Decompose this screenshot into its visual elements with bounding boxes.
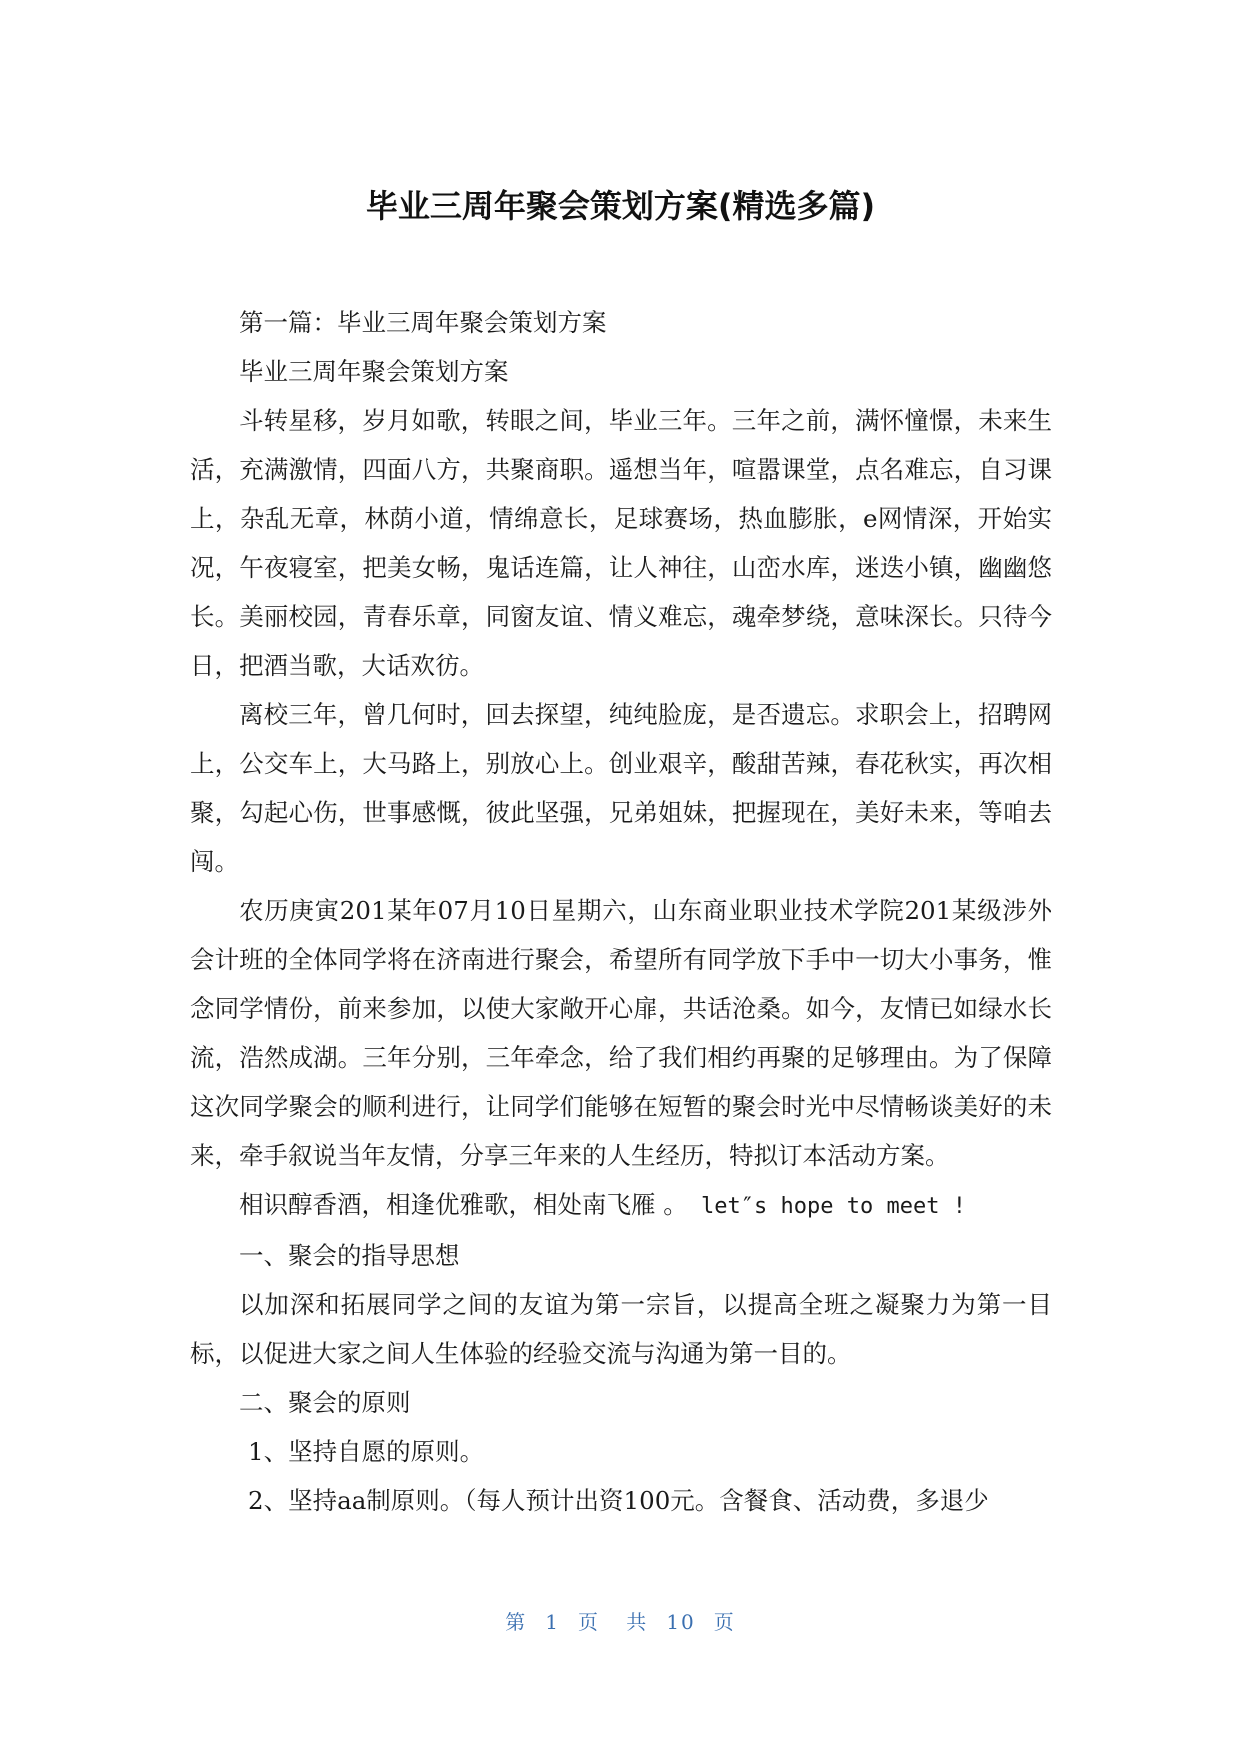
- motto-chinese: 相识醇香酒，相逢优雅歌，相处南飞雁 。: [239, 1190, 688, 1219]
- paragraph-chapter-heading: 第一篇：毕业三周年聚会策划方案: [239, 308, 607, 337]
- footer-suffix: 页: [713, 1610, 736, 1634]
- paragraph-intro: 斗转星移，岁月如歌，转眼之间，毕业三年。三年之前，满怀憧憬，未来生活，充满激情，四面八方，共聚商职。遥想当年，喧嚣课堂，点名难忘，自习课上，杂乱无章，林荫小道，情绵意长，足球赛场，热血膨胀，e网情深，开始实况，午夜寝室，把美女畅，鬼话连篇，让人神往，山峦水库，迷迭小镇，幽幽悠长。美丽校园，青春乐章，同窗友谊、情义难忘，魂牵梦绕，意味深长。只待今日，把酒当歌，大话欢彷。: [190, 406, 1052, 680]
- footer-current-page: 1: [545, 1610, 560, 1634]
- principle-item-2: 2、坚持aa制原则。（每人预计出资100元。含餐食、活动费，多退少: [248, 1486, 989, 1515]
- page-footer: [0, 1608, 1241, 1636]
- paragraph-farewell: 离校三年，曾几何时，回去探望，纯纯脸庞，是否遗忘。求职会上，招聘网上，公交车上，大马路上，别放心上。创业艰辛，酸甜苦辣，春花秋实，再次相聚，勾起心伤，世事感慨，彼此坚强，兄弟姐妹，把握现在，美好未来，等咱去闯。: [190, 700, 1052, 876]
- motto-english: let″s hope to meet !: [687, 1194, 966, 1219]
- footer-middle: 页 共: [577, 1610, 649, 1634]
- section-heading-guiding-idea: 一、聚会的指导思想: [239, 1241, 460, 1270]
- section-heading-principles: 二、聚会的原则: [239, 1388, 411, 1417]
- paragraph-guiding-idea: 以加深和拓展同学之间的友谊为第一宗旨，以提高全班之凝聚力为第一目标，以促进大家之间人生体验的经验交流与沟通为第一目的。: [190, 1290, 1052, 1368]
- paragraph-subtitle: 毕业三周年聚会策划方案: [239, 357, 509, 386]
- footer-prefix: 第: [505, 1610, 528, 1634]
- paragraph-motto: [190, 1180, 1052, 1231]
- paragraph-invitation: 农历庚寅201某年07月10日星期六，山东商业职业技术学院201某级涉外会计班的全体同学将在济南进行聚会，希望所有同学放下手中一切大小事务，惟念同学情份，前来参加，以使大家敞开心扉，共话沧桑。如今，友情已如绿水长流，浩然成湖。三年分别，三年牵念，给了我们相约再聚的足够理由。为了保障这次同学聚会的顺利进行，让同学们能够在短暂的聚会时光中尽情畅谈美好的未来，牵手叙说当年友情，分享三年来的人生经历，特拟订本活动方案。: [190, 896, 1052, 1170]
- document-title: 毕业三周年聚会策划方案(精选多篇): [365, 187, 876, 225]
- principle-item-1: 1、坚持自愿的原则。: [248, 1437, 485, 1466]
- footer-total-pages: 10: [666, 1610, 696, 1634]
- document-body: [190, 298, 1052, 1525]
